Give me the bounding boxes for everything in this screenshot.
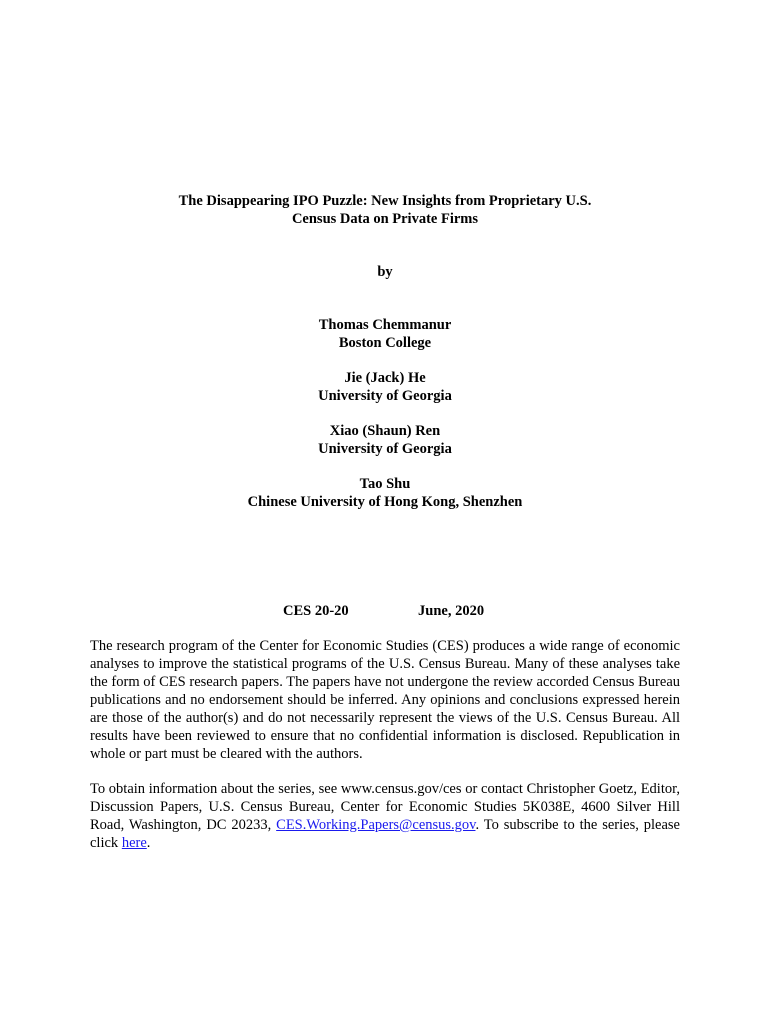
author-name: Jie (Jack) He	[344, 370, 426, 386]
contact-text-middle: . To subscribe to the series, please click	[90, 817, 680, 851]
author-affiliation: University of Georgia	[318, 388, 452, 404]
contact-text-before: To obtain information about the series, see www.census.gov/ces or contact Christopher Goetz, Editor, Discussion Papers, U.S. Census Bureau, Center for Economic Studies 5K038E, 4600 Silver Hill Road, Washington, DC 20233,	[90, 781, 680, 833]
author-name: Thomas Chemmanur	[318, 317, 452, 333]
author-block	[0, 316, 770, 352]
paper-title	[0, 192, 770, 228]
author-block	[0, 475, 770, 511]
author-affiliation: Chinese University of Hong Kong, Shenzhen	[247, 494, 523, 510]
paper-title-line-2: Census Data on Private Firms	[291, 211, 479, 227]
author-list	[0, 316, 770, 528]
author-name: Xiao (Shaun) Ren	[329, 423, 441, 439]
author-affiliation: Boston College	[338, 335, 432, 351]
paper-title-line-1: The Disappearing IPO Puzzle: New Insights from Proprietary U.S.	[178, 193, 592, 209]
ces-paper-date: June, 2020	[418, 603, 485, 619]
ces-paper-number: CES 20-20	[283, 603, 349, 619]
disclaimer-paragraph: The research program of the Center for Economic Studies (CES) produces a wide range of economic analyses to improve the statistical programs of the U.S. Census Bureau. Many of these analyses take the form of CES research papers. The papers have not undergone the review accorded Census Bureau publications and no endorsement should be inferred. Any opinions and conclusions expressed herein are those of the author(s) and do not necessarily represent the views of the U.S. Census Bureau. All results have been reviewed to ensure that no confidential information is disclosed. Republication in whole or part must be cleared with the authors.	[90, 638, 680, 762]
author-block	[0, 369, 770, 405]
email-link[interactable]: CES.Working.Papers@census.gov	[276, 817, 476, 833]
author-affiliation: University of Georgia	[318, 441, 452, 457]
contact-paragraph	[90, 780, 680, 852]
ces-info-line	[0, 602, 770, 620]
author-name: Tao Shu	[359, 476, 411, 492]
by-label: by	[377, 264, 393, 280]
subscribe-here-link[interactable]: here	[121, 835, 147, 851]
contact-text-after: .	[146, 835, 151, 851]
author-block	[0, 422, 770, 458]
